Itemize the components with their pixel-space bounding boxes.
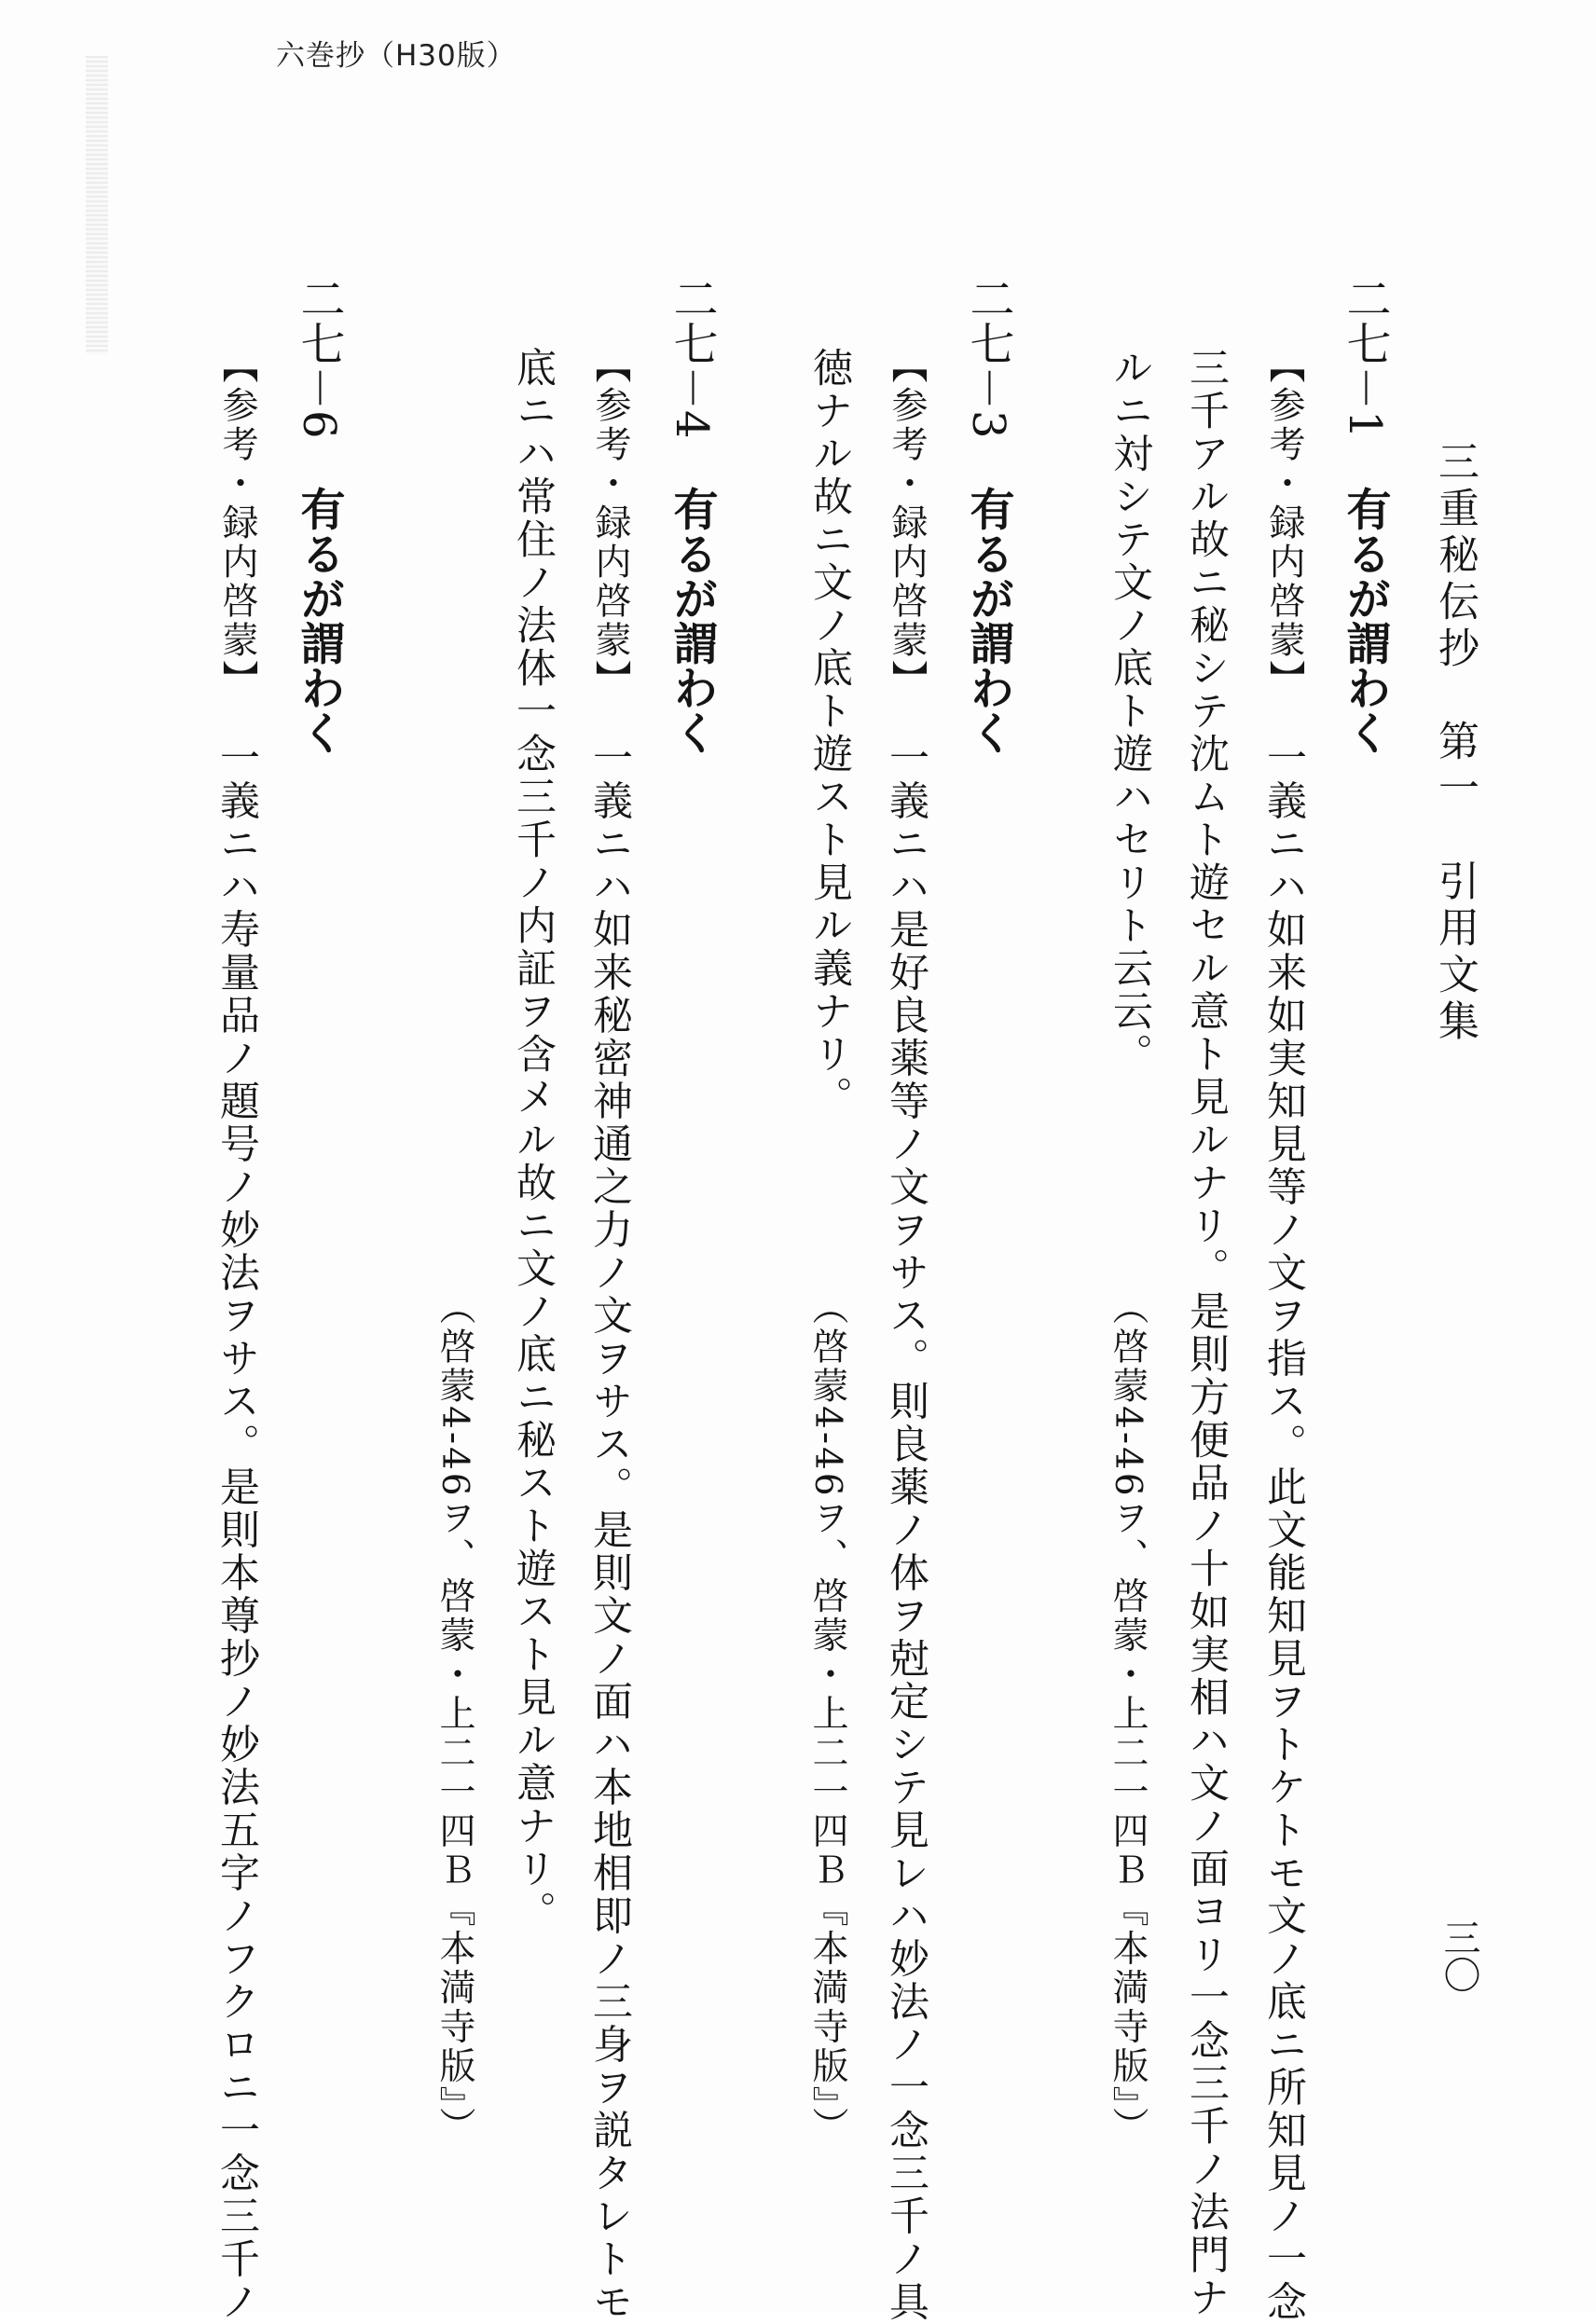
citation: （啓蒙4-46ヲ、啓蒙・上二一四Ｂ『本満寺版』） <box>1107 1288 1149 2147</box>
section-number: 二七－4 <box>666 276 718 439</box>
reference-tag: 【参考・録内啓蒙】 <box>886 347 928 699</box>
body-text: 一義ニハ是好良薬等ノ文ヲサス。則良薬ノ体ヲ尅定シテ見レハ妙法ノ一念三千ノ具 <box>883 736 929 2324</box>
page-number: 三〇 <box>1438 1918 1480 1993</box>
section-heading <box>1339 276 1391 755</box>
section-title: 有るが謂わく <box>293 486 345 755</box>
reference-tag: 【参考・録内啓蒙】 <box>1263 347 1305 699</box>
reference-tag: 【参考・録内啓蒙】 <box>589 347 631 699</box>
body-text: 一義ニハ如来如実知見等ノ文ヲ指ス。此文能知見ヲトケトモ文ノ底ニ所知見ノ一念 <box>1260 736 1307 2324</box>
section-body-line: ルニ対シテ文ノ底ト遊ハセリト云云。 <box>1107 347 1153 1076</box>
section-title: 有るが謂わく <box>666 486 718 755</box>
book-label: 六巻抄（H30版） <box>276 39 516 73</box>
scan-margin-artifact <box>86 56 108 354</box>
section-heading <box>962 276 1014 755</box>
section-number: 二七－1 <box>1339 276 1391 439</box>
section-heading <box>293 276 345 755</box>
section-title: 有るが謂わく <box>962 486 1014 755</box>
section-body-first-line <box>1260 347 1307 2324</box>
section-body-first-line <box>883 347 929 2324</box>
reference-tag: 【参考・録内啓蒙】 <box>216 347 258 699</box>
section-heading <box>666 276 718 755</box>
section-body-line: 底ニハ常住ノ法体一念三千ノ内証ヲ含メル故ニ文ノ底ニ秘スト遊スト見ル意ナリ。 <box>510 347 557 1933</box>
section-body-line: 徳ナル故ニ文ノ底ト遊スト見ル義ナリ。 <box>806 347 853 1119</box>
body-text: 一義ニハ如来秘密神通之力ノ文ヲサス。是則文ノ面ハ本地相即ノ三身ヲ説タレトモ <box>586 736 633 2324</box>
citation: （啓蒙4-46ヲ、啓蒙・上二一四Ｂ『本満寺版』） <box>806 1288 848 2147</box>
section-body-line: 三千アル故ニ秘シテ沈ムト遊セル意ト見ルナリ。是則方便品ノ十如実相ハ文ノ面ヨリ一念三千ノ法門ナ <box>1183 347 1230 2319</box>
body-text: 一義ニハ寿量品ノ題号ノ妙法ヲサス。是則本尊抄ノ妙法五字ノフクロニ一念三千ノ <box>213 736 260 2324</box>
section-title: 有るが謂わく <box>1339 486 1391 755</box>
section-number: 二七－6 <box>293 276 345 439</box>
running-head: 三重秘伝抄 第一 引用文集 <box>1431 440 1479 1046</box>
citation: （啓蒙4-46ヲ、啓蒙・上二一四Ｂ『本満寺版』） <box>433 1288 475 2147</box>
section-body-first-line <box>586 347 633 2324</box>
section-number: 二七－3 <box>962 276 1014 439</box>
section-body-first-line <box>213 347 260 2324</box>
